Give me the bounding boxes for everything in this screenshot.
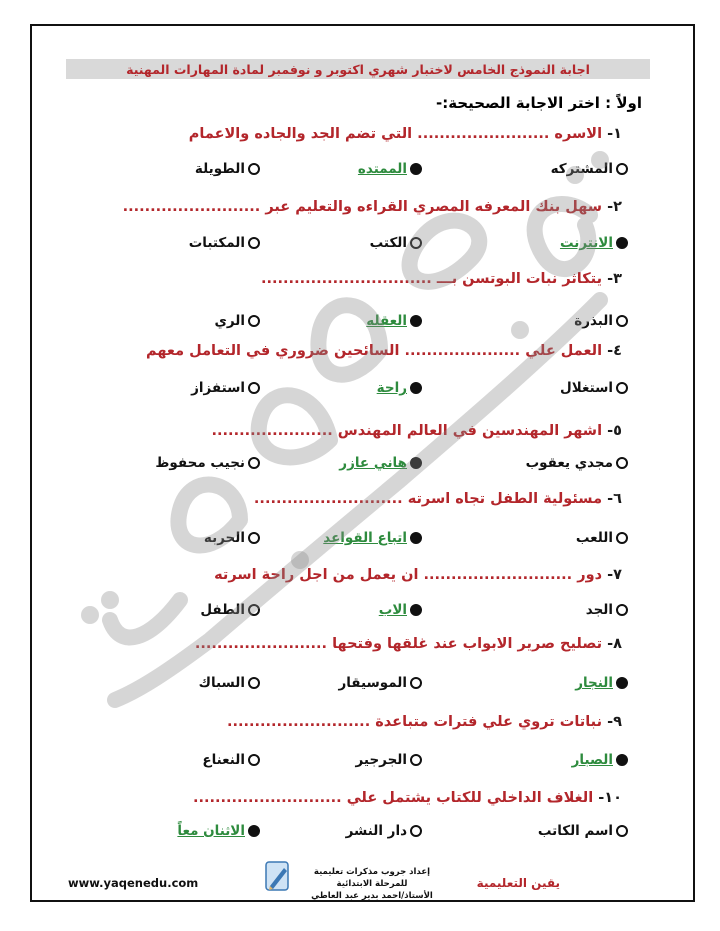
footer-url[interactable]: www.yaqenedu.com <box>68 876 199 890</box>
answer-option[interactable] <box>377 380 422 396</box>
answer-option-label: الموسيقار <box>338 675 407 691</box>
header-title: اجابة النموذج الخامس لاختبار شهري اكتوبر و نوفمبر لمادة المهارات المهنية <box>66 59 650 79</box>
answer-option[interactable] <box>370 235 422 251</box>
answer-option-label: اللعب <box>575 530 613 546</box>
question-text: سهل بنك المعرفه المصري القراءه والتعليم عبر ......................... <box>122 199 603 215</box>
question-number: ٨- <box>607 636 622 652</box>
empty-circle-icon <box>248 677 260 689</box>
empty-circle-icon <box>248 532 260 544</box>
answer-option[interactable] <box>538 823 628 839</box>
answer-option[interactable] <box>379 602 422 618</box>
answer-option[interactable] <box>572 752 628 768</box>
answer-option-label: استفزاز <box>191 380 245 396</box>
empty-circle-icon <box>616 457 628 469</box>
options-row <box>0 602 720 622</box>
answer-option[interactable] <box>338 675 422 691</box>
question-2 <box>123 199 622 215</box>
answer-option[interactable] <box>199 675 260 691</box>
answer-option[interactable] <box>191 380 260 396</box>
filled-circle-icon <box>410 532 422 544</box>
answer-option-label: الجد <box>585 602 613 618</box>
question-text: الاسره ........................ التي تضم الجد والجاده والاعمام <box>188 126 603 142</box>
answer-option[interactable] <box>189 235 260 251</box>
answer-option[interactable] <box>576 530 628 546</box>
empty-circle-icon <box>410 825 422 837</box>
empty-circle-icon <box>410 237 422 249</box>
answer-option[interactable] <box>526 455 628 471</box>
empty-circle-icon <box>616 825 628 837</box>
answer-option[interactable] <box>366 313 422 329</box>
answer-option-label: النعناع <box>202 752 245 768</box>
answer-option-label: الطويلة <box>194 161 245 177</box>
answer-option-label: الصبار <box>571 752 613 768</box>
footer-brand: يقين التعليمية <box>476 876 560 890</box>
question-text: دور ........................... ان يعمل من اجل راحة اسرته <box>214 567 603 583</box>
options-row <box>0 161 720 181</box>
options-row <box>0 530 720 550</box>
answer-option-label: مجدي يعقوب <box>525 455 613 471</box>
question-text: نباتات تروي علي فترات متباعدة .......................... <box>226 714 603 730</box>
answer-option-label: السباك <box>198 675 245 691</box>
filled-circle-icon <box>616 237 628 249</box>
empty-circle-icon <box>248 754 260 766</box>
question-text: العمل علي ..................... السائحين ضروري في التعامل معهم <box>145 343 603 359</box>
question-number: ٦- <box>607 491 622 507</box>
empty-circle-icon <box>616 604 628 616</box>
question-text: الغلاف الداخلي للكتاب يشتمل علي ........................... <box>192 790 594 806</box>
answer-option[interactable] <box>339 455 422 471</box>
options-row <box>0 235 720 255</box>
answer-option-label: الجرجير <box>355 752 407 768</box>
answer-option[interactable] <box>215 313 260 329</box>
question-number: ٤- <box>607 343 622 359</box>
answer-option-label: النجار <box>575 675 613 691</box>
answer-option-label: نجيب محفوظ <box>155 455 245 471</box>
answer-option[interactable] <box>204 530 260 546</box>
question-7 <box>214 567 622 583</box>
answer-option[interactable] <box>575 675 628 691</box>
answer-option-label: هاني عازر <box>339 455 407 471</box>
answer-option[interactable] <box>586 602 628 618</box>
question-text: مسئولية الطفل تجاه اسرته ........................... <box>253 491 603 507</box>
answer-option-label: الري <box>214 313 245 329</box>
answer-option-label: المكتبات <box>188 235 245 251</box>
answer-option-label: الانترنت <box>559 235 613 251</box>
answer-option-label: الاثنان معاً <box>177 823 245 839</box>
answer-option-label: الاب <box>378 602 407 618</box>
answer-option-label: دار النشر <box>345 823 407 839</box>
options-row <box>0 313 720 333</box>
answer-option[interactable] <box>195 161 260 177</box>
answer-option-label: استغلال <box>560 380 613 396</box>
answer-option-label: المشتركه <box>550 161 613 177</box>
answer-option[interactable] <box>560 235 628 251</box>
question-6 <box>254 491 622 507</box>
question-number: ١٠- <box>598 790 622 806</box>
empty-circle-icon <box>616 382 628 394</box>
filled-circle-icon <box>410 163 422 175</box>
footer-credit-line2: الأستاذ/احمد بدير عبد العاطي <box>311 891 433 901</box>
empty-circle-icon <box>616 315 628 327</box>
question-text: اشهر المهندسين في العالم المهندس ...................... <box>211 423 603 439</box>
question-4 <box>146 343 622 359</box>
question-number: ٩- <box>607 714 622 730</box>
answer-option[interactable] <box>200 602 260 618</box>
question-5 <box>212 423 622 439</box>
answer-option[interactable] <box>356 752 422 768</box>
answer-option-label: العقله <box>366 313 407 329</box>
filled-circle-icon <box>248 825 260 837</box>
answer-option-label: الكتب <box>369 235 407 251</box>
empty-circle-icon <box>248 382 260 394</box>
options-row <box>0 380 720 400</box>
answer-option[interactable] <box>358 161 422 177</box>
filled-circle-icon <box>616 677 628 689</box>
empty-circle-icon <box>616 532 628 544</box>
answer-option-label: راحة <box>376 380 407 396</box>
question-3 <box>261 271 622 287</box>
question-text: يتكاثر نبات البوتسن بـــ ............................... <box>261 271 603 287</box>
answer-option-label: البذرة <box>574 313 613 329</box>
empty-circle-icon <box>248 315 260 327</box>
empty-circle-icon <box>616 163 628 175</box>
pencil-logo-icon <box>262 860 292 894</box>
question-9 <box>227 714 622 730</box>
filled-circle-icon <box>410 604 422 616</box>
answer-option[interactable] <box>323 530 422 546</box>
footer-credit-line1: إعداد جروب مذكرات تعليمية للمرحلة الابتدائية <box>313 867 431 889</box>
filled-circle-icon <box>410 315 422 327</box>
footer-credit <box>302 866 442 902</box>
empty-circle-icon <box>410 677 422 689</box>
options-row <box>0 752 720 772</box>
filled-circle-icon <box>616 754 628 766</box>
empty-circle-icon <box>410 754 422 766</box>
empty-circle-icon <box>248 604 260 616</box>
answer-option[interactable] <box>177 823 260 839</box>
answer-option[interactable] <box>202 752 260 768</box>
section-title: اولاً : اختر الاجابة الصحيحة:- <box>435 94 642 112</box>
question-number: ١- <box>607 126 622 142</box>
question-8 <box>195 636 622 652</box>
answer-option[interactable] <box>346 823 422 839</box>
options-row <box>0 455 720 475</box>
question-number: ٢- <box>607 199 622 215</box>
empty-circle-icon <box>248 237 260 249</box>
empty-circle-icon <box>248 457 260 469</box>
question-number: ٣- <box>607 271 622 287</box>
answer-option-label: الممتده <box>357 161 407 177</box>
filled-circle-icon <box>410 382 422 394</box>
answer-option-label: الحربه <box>203 530 245 546</box>
answer-option-label: الطفل <box>200 602 245 618</box>
answer-option-label: اتباع القواعد <box>323 530 407 546</box>
answer-option-label: اسم الكاتب <box>537 823 613 839</box>
options-row <box>0 823 720 843</box>
question-number: ٥- <box>607 423 622 439</box>
answer-option[interactable] <box>551 161 628 177</box>
empty-circle-icon <box>248 163 260 175</box>
filled-circle-icon <box>410 457 422 469</box>
options-row <box>0 675 720 695</box>
answer-option[interactable] <box>155 455 260 471</box>
question-10 <box>193 790 622 806</box>
answer-option[interactable] <box>574 313 628 329</box>
question-text: تصليح صرير الابواب عند غلقها وفتحها ........................ <box>194 636 603 652</box>
answer-option[interactable] <box>560 380 628 396</box>
question-number: ٧- <box>607 567 622 583</box>
question-1 <box>189 126 622 142</box>
